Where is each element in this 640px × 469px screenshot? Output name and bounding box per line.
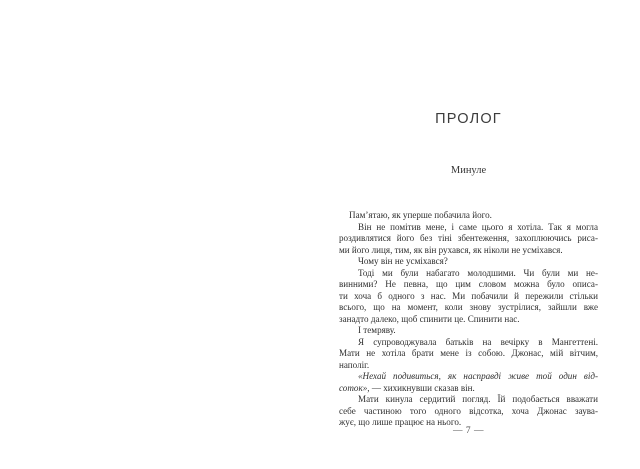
- right-page: [339, 0, 598, 469]
- body-line: [339, 222, 598, 234]
- body-line: [339, 279, 598, 291]
- body-line-segment: роздивлятися його без тіні збентеження, захоплюючись риса-: [339, 233, 598, 243]
- body-text-block: [339, 210, 598, 429]
- body-line-segment: винними? Не певна, що цим словом можна було описа-: [339, 279, 598, 289]
- body-line-segment: всього, що на момент, коли знову зустрілися, зайшли вже: [339, 302, 598, 312]
- body-line: [339, 325, 598, 337]
- body-line-segment: Він не помітив мене, і саме цього я хотіла. Так я могла: [358, 221, 598, 232]
- body-line: [339, 256, 598, 268]
- body-line-segment: Чому він не усміхався?: [358, 256, 448, 266]
- body-line-segment: І темряву.: [358, 325, 396, 335]
- body-line-segment: — хихикнувши сказав він.: [371, 382, 475, 393]
- body-line-segment: наполіг.: [339, 359, 370, 370]
- body-line-segment: Тоді ми були набагато молодшими. Чи були ми не-: [358, 267, 598, 278]
- body-line: [339, 394, 598, 406]
- body-line: [339, 291, 598, 303]
- body-line: [339, 360, 598, 372]
- chapter-heading: ПРОЛОГ: [435, 111, 502, 127]
- body-line-segment: занадто далеко, щоб спинити це. Спинити нас.: [339, 313, 520, 324]
- body-line-segment: ми його лиця, тим, як він рухався, як ніколи не усміхався.: [339, 244, 563, 255]
- body-line: [339, 268, 598, 280]
- body-line: [339, 233, 598, 245]
- body-line: [339, 383, 598, 395]
- body-line-segment: Мати кинула сердитий погляд. Їй подобається вважати: [358, 394, 598, 404]
- page-number: — 7 —: [453, 426, 484, 436]
- body-line: [339, 314, 598, 326]
- body-line-italic-segment: «Нехай подивиться, як насправді живе той один від-: [358, 371, 598, 381]
- body-line-segment: Пам’ятаю, як уперше побачила його.: [349, 210, 492, 220]
- body-line: [339, 406, 598, 418]
- section-subtitle: Минуле: [450, 165, 487, 176]
- body-line-segment: Я супроводжувала батьків на вечірку в Мангеттені.: [358, 336, 598, 347]
- body-line-segment: себе частиною того одного відсотка, хоча Джонас заува-: [339, 405, 598, 416]
- body-line-segment: Мати не хотіла брати мене із собою. Джонас, мій вітчим,: [339, 348, 598, 358]
- body-line: [339, 245, 598, 257]
- body-line-segment: жує, що лише працює на нього.: [339, 417, 462, 427]
- body-line-segment: ти хоча б одного з нас. Ми побачили й пережили стільки: [339, 290, 598, 301]
- body-line-italic-segment: соток»,: [339, 382, 372, 393]
- body-line: [339, 302, 598, 314]
- body-line: [339, 210, 598, 222]
- body-line: [339, 348, 598, 360]
- body-line: [339, 337, 598, 349]
- body-line: [339, 371, 598, 383]
